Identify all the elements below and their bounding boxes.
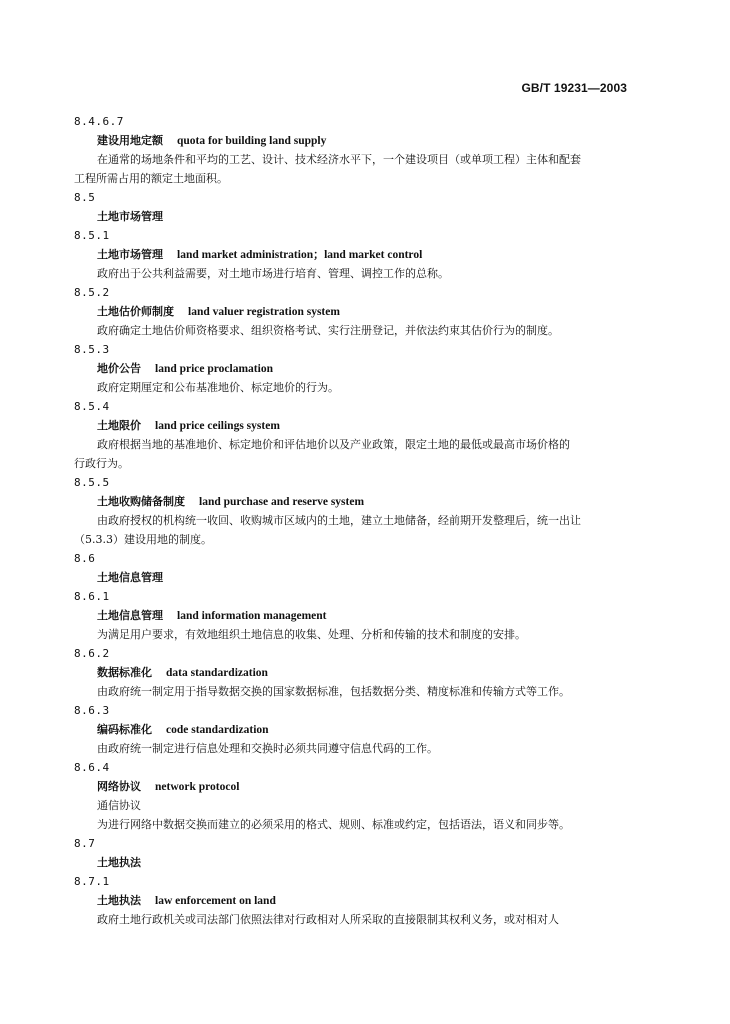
term-separator: ； — [313, 248, 325, 261]
clause-number: 8.6.2 — [74, 647, 110, 660]
section-title: 土地信息管理 — [97, 571, 163, 584]
term-en: data standardization — [166, 667, 268, 679]
term-zh: 土地限价 — [97, 419, 141, 432]
section-title: 土地执法 — [97, 856, 141, 869]
term-en: land price proclamation — [155, 363, 273, 375]
term-en: network protocol — [155, 781, 240, 793]
term-zh: 网络协议 — [97, 780, 141, 793]
clause-number: 8.5 — [74, 191, 96, 204]
synonym-line: 通信协议 — [97, 799, 141, 812]
term-en: land price ceilings system — [155, 420, 280, 432]
term-line — [74, 492, 634, 511]
clause-number: 8.7.1 — [74, 875, 110, 888]
term-en-alt: land market control — [324, 249, 423, 261]
term-zh: 建设用地定额 — [97, 134, 163, 147]
document-body — [74, 112, 634, 929]
term-line — [74, 891, 634, 910]
clause-number: 8.6 — [74, 552, 96, 565]
definition-line: 由政府统一制定用于指导数据交换的国家数据标准，包括数据分类、精度标准和传输方式等工作。 — [97, 685, 570, 698]
definition-line: 在通常的场地条件和平均的工艺、设计、技术经济水平下，一个建设项目（或单项工程）主体和配套 — [97, 153, 581, 166]
definition-line: 为满足用户要求，有效地组织土地信息的收集、处理、分析和传输的技术和制度的安排。 — [97, 628, 526, 641]
definition-line: 政府确定土地估价师资格要求、组织资格考试、实行注册登记，并依法约束其估价行为的制度。 — [97, 324, 559, 337]
clause-number: 8.7 — [74, 837, 96, 850]
term-line — [74, 416, 634, 435]
term-en: land purchase and reserve system — [199, 496, 365, 508]
clause-number: 8.5.1 — [74, 229, 110, 242]
term-line — [74, 131, 634, 150]
clause-number: 8.6.1 — [74, 590, 110, 603]
clause-number: 8.5.5 — [74, 476, 110, 489]
term-en: land valuer registration system — [188, 306, 340, 318]
clause-number: 8.4.6.7 — [74, 115, 124, 128]
definition-line: 由政府统一制定进行信息处理和交换时必须共同遵守信息代码的工作。 — [97, 742, 438, 755]
definition-line: 工程所需占用的额定土地面积。 — [74, 172, 228, 185]
term-en: code standardization — [166, 724, 269, 736]
term-en: land market administration — [177, 249, 314, 261]
term-zh: 土地信息管理 — [97, 609, 163, 622]
definition-line: 政府土地行政机关或司法部门依照法律对行政相对人所采取的直接限制其权利义务，或对相对人 — [97, 913, 559, 926]
term-en: law enforcement on land — [155, 895, 276, 907]
definition-line: 政府出于公共利益需要，对土地市场进行培育、管理、调控工作的总称。 — [97, 267, 449, 280]
term-line — [74, 663, 634, 682]
term-line — [74, 359, 634, 378]
term-line — [74, 606, 634, 625]
term-zh: 土地执法 — [97, 894, 141, 907]
term-line — [74, 720, 634, 739]
section-title: 土地市场管理 — [97, 210, 163, 223]
definition-line: （5.3.3）建设用地的制度。 — [74, 533, 212, 546]
term-zh: 土地估价师制度 — [97, 305, 174, 318]
clause-number: 8.5.3 — [74, 343, 110, 356]
definition-line: 政府根据当地的基准地价、标定地价和评估地价以及产业政策，限定土地的最低或最高市场价格的 — [97, 438, 570, 451]
term-en: quota for building land supply — [177, 135, 327, 147]
term-line — [74, 245, 634, 264]
term-en: land information management — [177, 610, 327, 622]
term-zh: 数据标准化 — [97, 666, 152, 679]
definition-line: 政府定期厘定和公布基准地价、标定地价的行为。 — [97, 381, 339, 394]
term-zh: 地价公告 — [97, 362, 141, 375]
clause-number: 8.6.4 — [74, 761, 110, 774]
term-line — [74, 302, 634, 321]
clause-number: 8.5.2 — [74, 286, 110, 299]
term-zh: 土地收购储备制度 — [97, 495, 185, 508]
term-zh: 编码标准化 — [97, 723, 152, 736]
term-zh: 土地市场管理 — [97, 248, 163, 261]
definition-line: 为进行网络中数据交换而建立的必须采用的格式、规则、标准或约定，包括语法，语义和同步等。 — [97, 818, 570, 831]
clause-number: 8.6.3 — [74, 704, 110, 717]
definition-line: 由政府授权的机构统一收回、收购城市区域内的土地，建立土地储备，经前期开发整理后，统一出让 — [97, 514, 581, 527]
term-line — [74, 777, 634, 796]
standard-number: GB/T 19231—2003 — [521, 81, 627, 95]
clause-number: 8.5.4 — [74, 400, 110, 413]
definition-line: 行政行为。 — [74, 457, 129, 470]
